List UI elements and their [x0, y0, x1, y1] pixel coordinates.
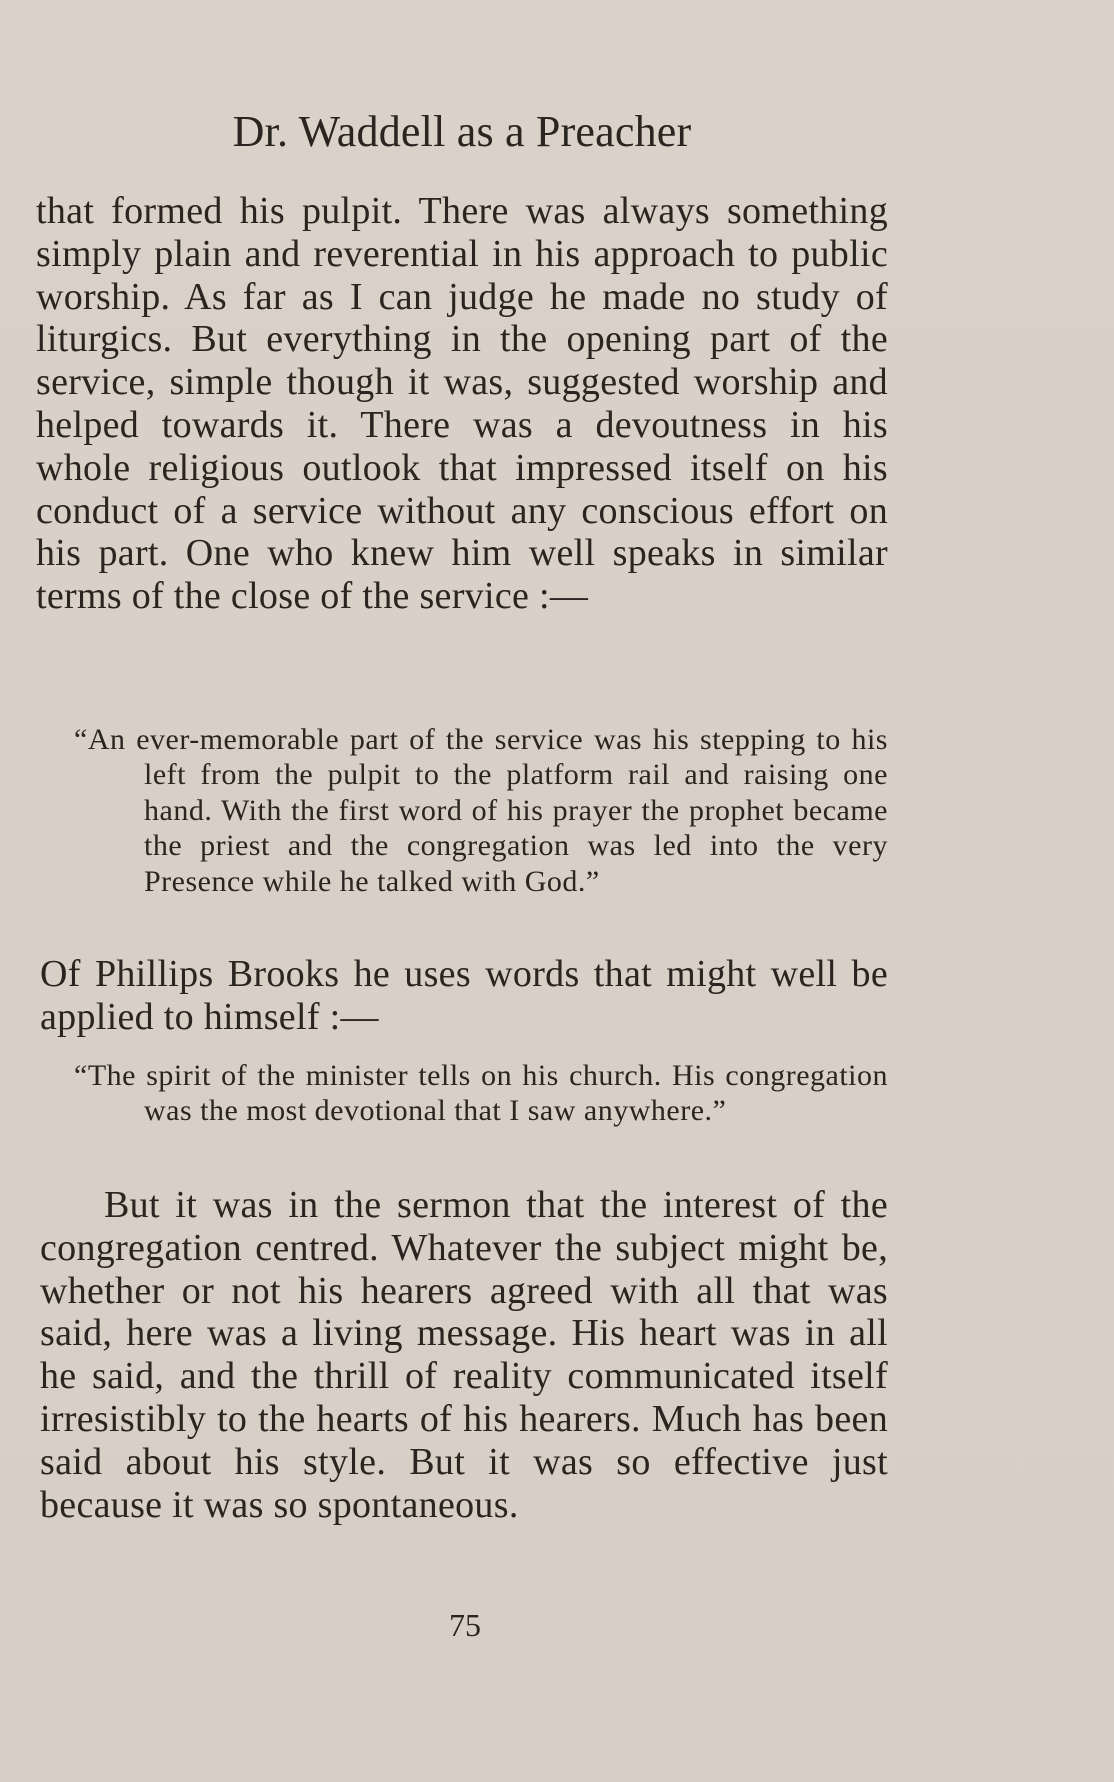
block-quote: “An ever-memorable part of the service was his stepping to his left from the pulpit to the platform rail and raising one hand. With the first word of his prayer the prophet became the priest and the congregation was led into the very Presence while he talked with God.”	[74, 723, 888, 898]
body-paragraph: that formed his pulpit. There was always something simply plain and reverential in his approach to public worship. As far as I can judge he made no study of liturgics. But everything in the opening part of the service, simple though it was, suggested worship and helped towards it. There was a devoutness in his whole religious outlook that impressed itself on his conduct of a service without any conscious effort on his part. One who knew him well speaks in similar terms of the close of the service :—	[36, 190, 888, 618]
body-paragraph: Of Phillips Brooks he uses words that might well be applied to himself :—	[40, 953, 888, 1038]
body-paragraph: But it was in the sermon that the interest of the congregation centred. Whatever the subject might be, whether or not his hearers agreed with all that was said, here was a living message. His heart was in all he said, and the thrill of reality communicated itself irresistibly to the hearts of his hearers. Much has been said about his style. But it was so effective just because it was so spontaneous.	[40, 1184, 888, 1526]
running-head: Dr. Waddell as a Preacher	[232, 107, 692, 156]
block-quote: “The spirit of the minister tells on his church. His congregation was the most devotional that I saw anywhere.”	[74, 1059, 888, 1128]
page-number: 75	[449, 1607, 481, 1643]
